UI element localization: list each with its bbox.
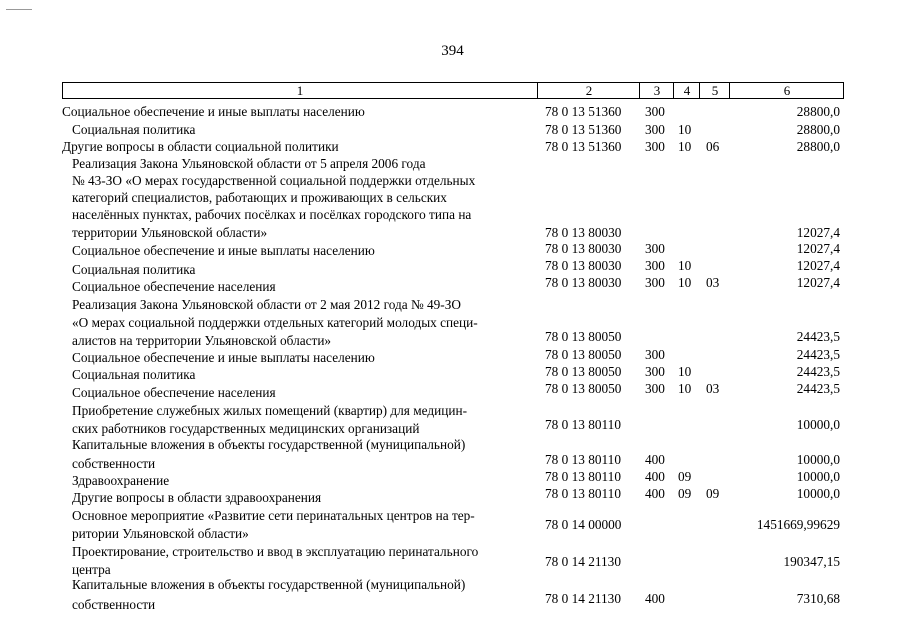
row-description-line: территории Ульяновской области» — [72, 225, 268, 240]
row-amount: 12027,4 — [796, 258, 840, 273]
row-amount: 24423,5 — [796, 364, 840, 379]
row-description: Социальное обеспечение населения — [72, 385, 276, 400]
header-col-1: 1 — [296, 83, 304, 98]
row-description-line: алистов на территории Ульяновской области» — [72, 333, 332, 348]
row-description: Социальное обеспечение населения — [72, 279, 276, 294]
row-description: Другие вопросы в области социальной политики — [62, 139, 339, 154]
row-col3: 300 — [645, 104, 665, 119]
row-description-line: Реализация Закона Ульяновской области от 5 апреля 2006 года — [72, 156, 426, 171]
row-amount: 12027,4 — [796, 225, 840, 240]
row-description: Социальное обеспечение и иные выплаты населению — [72, 243, 375, 258]
header-col-6: 6 — [729, 83, 844, 98]
row-amount: 12027,4 — [796, 241, 840, 256]
row-description-line: Капитальные вложения в объекты государственной (муниципальной) — [72, 577, 466, 592]
row-col4: 10 — [678, 258, 692, 273]
row-code: 78 0 13 80050 — [545, 347, 622, 362]
row-col4: 10 — [678, 122, 692, 137]
row-code: 78 0 13 51360 — [545, 122, 622, 137]
row-amount: 7310,68 — [796, 591, 840, 606]
row-description: Социальная политика — [72, 262, 196, 277]
row-description-line: центра — [72, 562, 111, 577]
row-code: 78 0 13 80050 — [545, 381, 622, 396]
row-col5: 03 — [706, 275, 720, 290]
row-amount: 10000,0 — [796, 417, 840, 432]
header-col-5: 5 — [699, 83, 730, 98]
row-description: Социальная политика — [72, 122, 196, 137]
row-col4: 10 — [678, 275, 692, 290]
row-description: Социальное обеспечение и иные выплаты населению — [62, 104, 365, 119]
row-col3: 400 — [645, 452, 665, 467]
row-col3: 300 — [645, 275, 665, 290]
row-description-line: категорий специалистов, работающих и проживающих в сельских — [72, 190, 447, 205]
row-col5: 03 — [706, 381, 720, 396]
row-code: 78 0 13 80110 — [545, 417, 621, 432]
row-description-line: Проектирование, строительство и ввод в эксплуатацию перинатального — [72, 544, 479, 559]
row-col3: 300 — [645, 122, 665, 137]
row-amount: 28800,0 — [796, 104, 840, 119]
row-amount: 10000,0 — [796, 452, 840, 467]
page-number: 394 — [441, 43, 464, 59]
row-code: 78 0 13 80030 — [545, 225, 622, 240]
row-code: 78 0 13 80050 — [545, 329, 622, 344]
header-col-4: 4 — [673, 83, 700, 98]
row-description: Здравоохранение — [72, 473, 170, 488]
row-amount: 12027,4 — [796, 275, 840, 290]
row-col5: 06 — [706, 139, 720, 154]
row-description-line: Приобретение служебных жилых помещений (квартир) для медицин- — [72, 403, 468, 418]
row-col4: 10 — [678, 381, 692, 396]
row-description: Другие вопросы в области здравоохранения — [72, 490, 322, 505]
row-code: 78 0 13 80030 — [545, 241, 622, 256]
row-col4: 09 — [678, 469, 692, 484]
row-col3: 400 — [645, 486, 665, 501]
header-col-3: 3 — [639, 83, 674, 98]
row-amount: 190347,15 — [783, 554, 840, 569]
row-amount: 24423,5 — [796, 329, 840, 344]
row-description-line: ских работников государственных медицинских организаций — [72, 421, 420, 436]
row-code: 78 0 13 80030 — [545, 275, 622, 290]
row-amount: 10000,0 — [796, 486, 840, 501]
row-amount: 24423,5 — [796, 381, 840, 396]
row-col3: 300 — [645, 347, 665, 362]
row-code: 78 0 13 80110 — [545, 469, 621, 484]
row-description-line: собственности — [72, 597, 156, 612]
row-code: 78 0 13 80110 — [545, 452, 621, 467]
header-col-2: 2 — [537, 83, 640, 98]
row-description-line: Реализация Закона Ульяновской области от 2 мая 2012 года № 49-ЗО — [72, 297, 462, 312]
row-col3: 300 — [645, 139, 665, 154]
row-col4: 09 — [678, 486, 692, 501]
row-description-line: № 43-ЗО «О мерах государственной социальной поддержки отдельных — [72, 173, 476, 188]
row-description-line: Основное мероприятие «Развитие сети перинатальных центров на тер- — [72, 508, 475, 523]
row-code: 78 0 14 21130 — [545, 591, 621, 606]
row-code: 78 0 13 51360 — [545, 139, 622, 154]
row-col3: 300 — [645, 381, 665, 396]
row-col3: 300 — [645, 364, 665, 379]
row-code: 78 0 14 00000 — [545, 517, 622, 532]
row-col5: 09 — [706, 486, 720, 501]
row-code: 78 0 13 80050 — [545, 364, 622, 379]
row-amount: 10000,0 — [796, 469, 840, 484]
row-code: 78 0 13 80030 — [545, 258, 622, 273]
row-description-line: «О мерах социальной поддержки отдельных категорий молодых специ- — [72, 315, 478, 330]
row-col3: 300 — [645, 241, 665, 256]
row-col3: 400 — [645, 469, 665, 484]
row-amount: 28800,0 — [796, 139, 840, 154]
row-code: 78 0 13 51360 — [545, 104, 622, 119]
row-description: Социальная политика — [72, 367, 196, 382]
row-amount: 24423,5 — [796, 347, 840, 362]
row-code: 78 0 13 80110 — [545, 486, 621, 501]
row-description-line: Капитальные вложения в объекты государственной (муниципальной) — [72, 437, 466, 452]
row-description-line: собственности — [72, 456, 156, 471]
row-col3: 400 — [645, 591, 665, 606]
row-amount: 28800,0 — [796, 122, 840, 137]
row-col3: 300 — [645, 258, 665, 273]
row-description-line: населённых пунктах, рабочих посёлках и посёлках городского типа на — [72, 207, 472, 222]
row-description: Социальное обеспечение и иные выплаты населению — [72, 350, 375, 365]
row-col4: 10 — [678, 364, 692, 379]
row-amount: 1451669,99629 — [756, 517, 840, 532]
row-code: 78 0 14 21130 — [545, 554, 621, 569]
row-description-line: ритории Ульяновской области» — [72, 526, 249, 541]
row-col4: 10 — [678, 139, 692, 154]
